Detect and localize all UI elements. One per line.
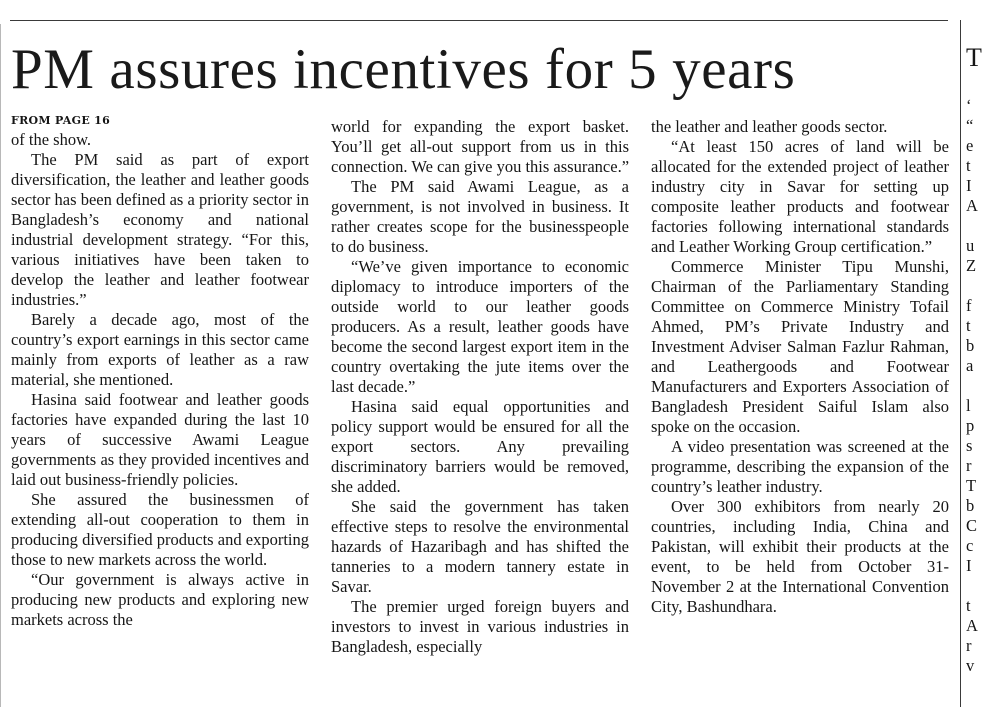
adjacent-line-fragment: p bbox=[966, 416, 975, 435]
adjacent-line-fragment: t bbox=[966, 316, 971, 335]
paragraph: “Our government is always active in producing new products and exploring new markets across the bbox=[11, 570, 309, 629]
adjacent-line-fragment: C bbox=[966, 516, 978, 535]
jump-line: FROM PAGE 16 bbox=[11, 114, 111, 127]
headline: PM assures incentives for 5 years bbox=[11, 38, 796, 101]
adjacent-line-fragment: I bbox=[966, 556, 972, 575]
adjacent-line-fragment: u bbox=[966, 236, 975, 255]
paragraph: She said the government has taken effective steps to resolve the environmental hazards of Hazaribagh and has shifted the tanneries to a modern tannery estate in Savar. bbox=[331, 497, 629, 596]
adjacent-line-fragment: “ bbox=[966, 116, 974, 135]
adjacent-line-fragment: c bbox=[966, 536, 974, 555]
adjacent-line-fragment: b bbox=[966, 496, 975, 515]
adjacent-line-fragment: b bbox=[966, 336, 975, 355]
adjacent-line-fragment: Z bbox=[966, 256, 977, 275]
adjacent-line-fragment bbox=[966, 276, 980, 296]
left-column-rule bbox=[0, 24, 1, 707]
adjacent-line-fragment: f bbox=[966, 296, 972, 315]
paragraph: Hasina said footwear and leather goods factories have expanded during the last 10 years of successive Awami League governments as they provided incentives and laid out business-friendly policies. bbox=[11, 390, 309, 489]
paragraph: of the show. bbox=[11, 130, 92, 149]
paragraph: the leather and leather goods sector. bbox=[651, 117, 888, 136]
adjacent-line-fragment: l bbox=[966, 396, 971, 415]
adjacent-line-fragment: e bbox=[966, 136, 974, 155]
adjacent-article-fragment bbox=[966, 43, 982, 676]
paragraph: “We’ve given importance to economic diplomacy to introduce importers of the outside world to our leather goods producers. As a result, leather goods have become the second largest export item in the country overtaking the jute items over the last decade.” bbox=[331, 257, 629, 396]
adjacent-line-fragment: A bbox=[966, 616, 978, 635]
paragraph: The PM said Awami League, as a government, is not involved in business. It rather creates scope for the businesspeople to do business. bbox=[331, 177, 629, 256]
top-rule bbox=[10, 20, 948, 21]
adjacent-line-fragment: I bbox=[966, 176, 972, 195]
paragraph: world for expanding the export basket. You’ll get all-out support from us in this connection. We can give you this assurance.” bbox=[331, 117, 630, 176]
adjacent-line-fragment: A bbox=[966, 196, 978, 215]
adjacent-line-fragment bbox=[966, 216, 980, 236]
paragraph: Hasina said equal opportunities and policy support would be ensured for all the export sectors. Any prevailing discriminatory barriers would be removed, she added. bbox=[331, 397, 629, 496]
paragraph: Commerce Minister Tipu Munshi, Chairman of the Parliamentary Standing Committee on Commerce Ministry Tofail Ahmed, PM’s Private Industry and Investment Adviser Salman Fazlur Rahman, and Leathergoods and Footwear Manufacturers and Exporters Association of Bangladesh President Saiful Islam also spoke on the occasion. bbox=[651, 257, 949, 436]
paragraph: She assured the businessmen of extending all-out cooperation to them in producing diversified products and exporting those to new markets across the world. bbox=[11, 490, 309, 569]
adjacent-line-fragment: a bbox=[966, 356, 974, 375]
adjacent-line-fragment: v bbox=[966, 656, 975, 675]
paragraph: The PM said as part of export diversification, the leather and leather goods sector has been defined as a priority sector in Bangladesh’s economy and national industrial development strategy. “For this, various initiatives have been taken to develop the leather and leather footwear industries.” bbox=[11, 150, 309, 309]
adjacent-line-fragment bbox=[966, 376, 980, 396]
adjacent-line-fragment bbox=[966, 576, 980, 596]
paragraph: Over 300 exhibitors from nearly 20 countries, including India, China and Pakistan, will exhibit their products at the event, to be held from October 31-November 2 at the International Convention City, Bashundhara. bbox=[651, 497, 949, 616]
adjacent-line-fragment: s bbox=[966, 436, 973, 455]
adjacent-line-fragment: r bbox=[966, 456, 972, 475]
adjacent-heading-fragment: T bbox=[966, 43, 982, 72]
article-column-2 bbox=[331, 117, 629, 657]
adjacent-line-fragment: T bbox=[966, 476, 977, 495]
right-column-rule bbox=[960, 20, 961, 707]
paragraph: The premier urged foreign buyers and investors to invest in various industries in Bangladesh, especially bbox=[331, 597, 629, 656]
paragraph: Barely a decade ago, most of the country’s export earnings in this sector came mainly from exports of leather as a raw material, she mentioned. bbox=[11, 310, 309, 389]
article-column-1 bbox=[11, 114, 309, 630]
adjacent-line-fragment: ‘ bbox=[966, 96, 972, 115]
adjacent-line-fragment: t bbox=[966, 596, 971, 615]
adjacent-line-fragment: t bbox=[966, 156, 971, 175]
adjacent-line-fragment: r bbox=[966, 636, 972, 655]
paragraph: “At least 150 acres of land will be allocated for the extended project of leather industry city in Savar for setting up composite leather products and footwear factories following international standards and Leather Working Group certification.” bbox=[651, 137, 949, 256]
paragraph: A video presentation was screened at the programme, describing the expansion of the country’s leather industry. bbox=[651, 437, 949, 496]
article-column-3 bbox=[651, 117, 949, 617]
